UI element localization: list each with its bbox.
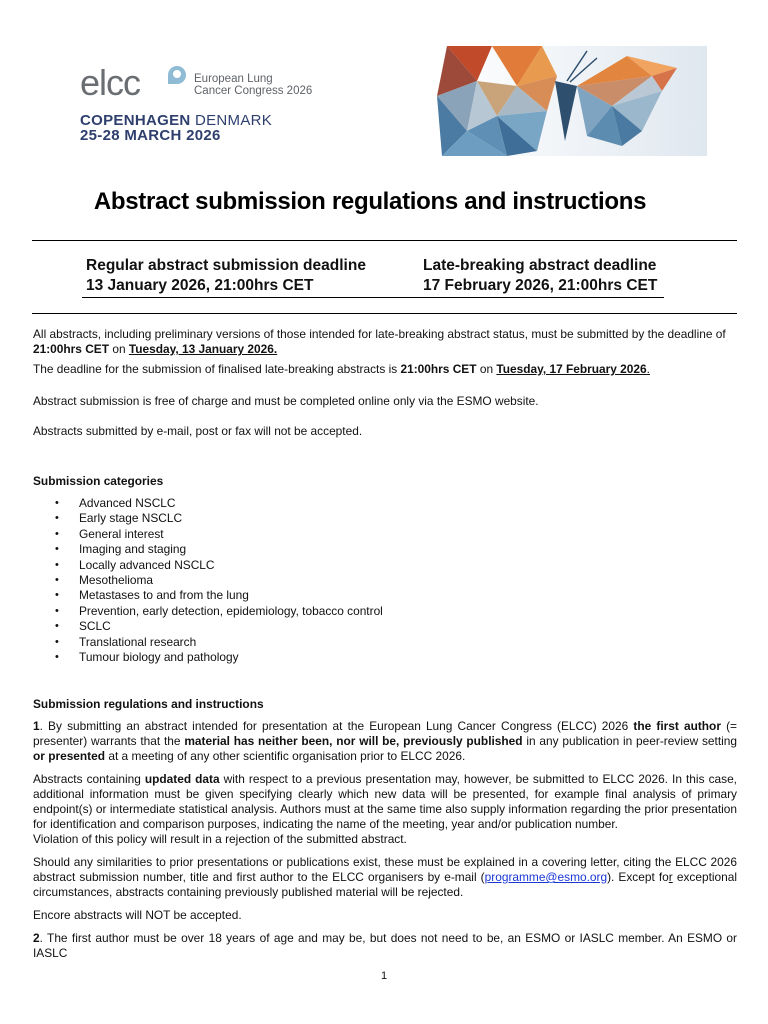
regulation-1	[33, 719, 737, 764]
intro-p1-date: Tuesday, 13 January 2026.	[128, 342, 278, 356]
congress-dates: 25-28 MARCH 2026	[80, 127, 221, 144]
intro-p2-date: Tuesday, 17 February 2026	[496, 362, 647, 376]
regulation-2-b: updated data	[144, 772, 220, 786]
regulation-1-c: (= presenter) warrants that the	[33, 719, 737, 748]
categories-section	[33, 474, 737, 665]
document-title-text: Abstract submission regulations and instructions	[93, 188, 647, 215]
list-item: • Locally advanced NSCLC	[33, 558, 737, 573]
regulation-2-c: with respect to a previous presentation may, however, be submitted to ELCC 2026. In this case, additional information must be given specifying clearly which new data will be presented, for example final analysis of primary endpoint(s) or intermediate statistical analysis. Authors must at the same time also supply information regarding the prior presentation for identification and comparison purposes, indicating the name of the meeting, year and/or publication number.	[33, 772, 737, 831]
intro-p1-time: 21:00hrs CET	[33, 342, 110, 356]
list-item: • Prevention, early detection, epidemiology, tobacco control	[33, 604, 737, 619]
divider-bottom	[32, 313, 737, 314]
intro-p1-text: All abstracts, including preliminary versions of those intended for late-breaking abstract status, must be submitted by the deadline of	[33, 327, 726, 341]
intro-p2-end: .	[646, 362, 650, 376]
city-name: COPENHAGEN	[80, 112, 191, 129]
elcc-logo	[80, 60, 340, 150]
butterfly-illustration	[437, 46, 707, 156]
list-item: • General interest	[33, 527, 737, 542]
list-item: • Imaging and staging	[33, 542, 737, 557]
regulation-1-a: . By submitting an abstract intended for presentation at the European Lung Cancer Congress (ELCC) 2026	[39, 719, 634, 733]
regular-deadline-label: Regular abstract submission deadline	[86, 257, 366, 274]
late-breaking-deadline	[423, 256, 657, 295]
deadline-underline	[82, 297, 664, 298]
intro-section	[33, 327, 737, 439]
regular-deadline	[86, 256, 366, 295]
regulation-1-d: material has neither been, nor will be, previously published	[184, 734, 523, 748]
list-item: • Translational research	[33, 635, 737, 650]
intro-p2-text: The deadline for the submission of finalised late-breaking abstracts is	[33, 362, 398, 376]
regulation-2-number: 2	[33, 931, 40, 945]
regulation-2-text: . The first author must be over 18 years of age and may be, but does not need to be, an ESMO or IASLC member. An ESMO or IASLC	[33, 931, 737, 960]
list-item: • SCLC	[33, 619, 737, 634]
regulation-updated-data	[33, 772, 737, 832]
page-number: 1	[380, 970, 388, 982]
categories-heading: Submission categories	[33, 474, 164, 488]
regulation-3-r: r	[668, 870, 673, 884]
regulations-section	[33, 697, 737, 961]
list-item: • Tumour biology and pathology	[33, 650, 737, 665]
intro-p2-time: 21:00hrs CET	[400, 362, 477, 376]
regulation-3-b: ). Except fo	[607, 870, 669, 884]
regulations-heading: Submission regulations and instructions	[33, 697, 264, 711]
country-name: DENMARK	[194, 112, 273, 129]
intro-paragraph-1	[33, 327, 737, 357]
regulation-1-number: 1	[33, 719, 40, 733]
intro-p1-on: on	[112, 342, 126, 356]
intro-paragraph-2	[33, 362, 737, 377]
regulation-2	[33, 931, 737, 961]
regulation-2-a: Abstracts containing	[33, 772, 145, 786]
regulation-1-b: the first author	[633, 719, 721, 733]
regulation-encore: Encore abstracts will NOT be accepted.	[33, 908, 242, 922]
programme-email-link[interactable]: programme@esmo.org	[484, 870, 608, 884]
regulation-similarities	[33, 855, 737, 900]
regulation-violation: Violation of this policy will result in a rejection of the submitted abstract.	[33, 832, 407, 846]
late-deadline-label: Late-breaking abstract deadline	[423, 257, 657, 274]
regulation-1-f: or presented	[33, 749, 106, 763]
categories-list	[33, 496, 737, 665]
logo-subtitle	[194, 73, 312, 97]
regulation-1-e: in any publication in peer-review setting	[522, 734, 737, 748]
logo-wordmark: elcc	[80, 62, 141, 103]
intro-p2-on: on	[479, 362, 494, 376]
logo-subtitle-line1: European Lung	[194, 73, 273, 85]
divider-top	[32, 240, 737, 241]
regular-deadline-date: 13 January 2026, 21:00hrs CET	[86, 276, 314, 294]
list-item: • Metastases to and from the lung	[33, 588, 737, 603]
regulation-1-g: at a meeting of any other scientific organisation prior to ELCC 2026.	[105, 749, 466, 763]
list-item: • Mesothelioma	[33, 573, 737, 588]
regulation-3-a: Should any similarities to prior presentations or publications exist, these must be explained in a covering letter, citing the ELCC 2026 abstract submission number, title and first author to the ELCC organisers by e-mail (	[33, 855, 737, 884]
document-title	[0, 188, 768, 216]
list-item: • Early stage NSCLC	[33, 511, 737, 526]
regulation-3-c: exceptional circumstances, abstracts containing previously published material will be rejected.	[33, 870, 737, 899]
logo-bubble-inner-icon	[173, 70, 181, 78]
late-deadline-date: 17 February 2026, 21:00hrs CET	[423, 276, 658, 294]
butterfly-icon	[437, 46, 707, 156]
intro-paragraph-4: Abstracts submitted by e-mail, post or fax will not be accepted.	[33, 424, 363, 438]
logo-subtitle-line2: Cancer Congress 2026	[194, 85, 313, 97]
intro-paragraph-3: Abstract submission is free of charge and must be completed online only via the ESMO website.	[33, 394, 539, 408]
list-item: • Advanced NSCLC	[33, 496, 737, 511]
